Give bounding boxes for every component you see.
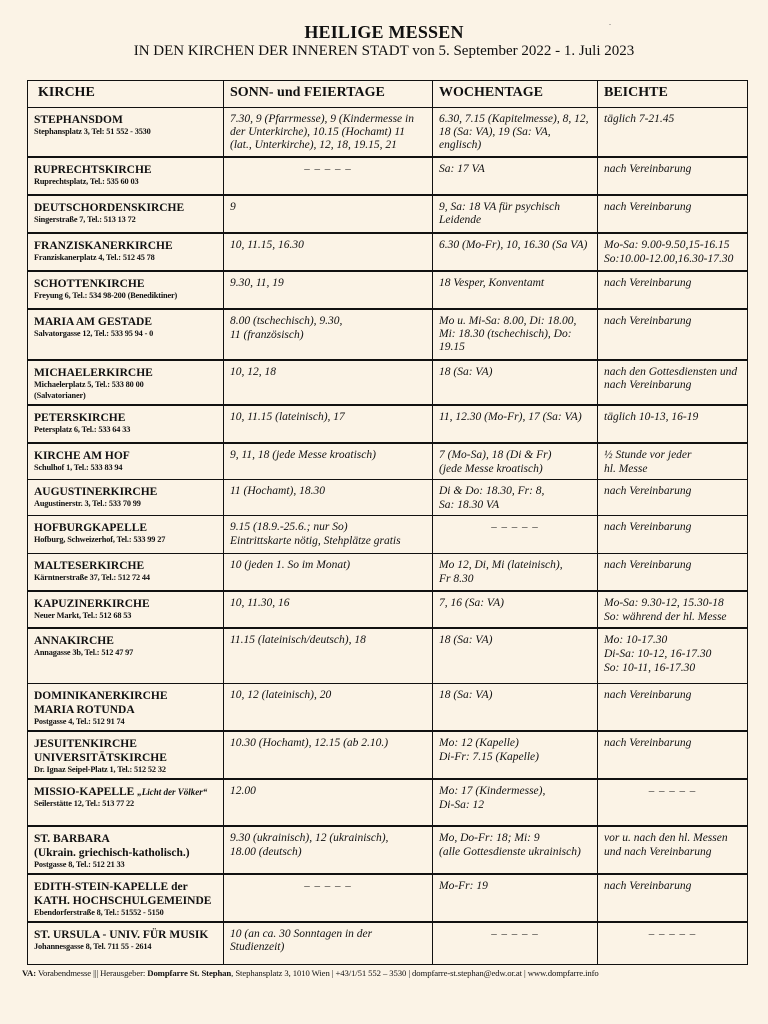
weekday-mass-times: 18 (Sa: VA): [439, 365, 493, 378]
weekday-mass-cell: [433, 731, 598, 779]
mass-schedule-table: [27, 80, 748, 965]
confession-times: Di-Sa: 10-12, 16-17.30: [604, 648, 712, 660]
church-name: [34, 522, 217, 534]
church-name-text: KIRCHE AM HOF: [34, 449, 130, 462]
confession-times: hl. Messe: [604, 462, 648, 475]
table-row: [28, 591, 748, 628]
weekday-mass-cell: [433, 360, 598, 405]
sunday-mass-cell: [224, 479, 433, 515]
church-name-text: DOMINIKANERKIRCHE: [34, 689, 168, 702]
weekday-mass-times: Sa: 18.30 VA: [439, 498, 500, 511]
church-name-text: MICHAELERKIRCHE: [34, 366, 153, 379]
sunday-mass-cell: [224, 553, 433, 591]
church-address: Franziskanerplatz 4, Tel.: 512 45 78: [34, 252, 155, 262]
confession-times: nach Vereinbarung: [604, 200, 692, 213]
column-header-church: KIRCHE: [28, 81, 224, 108]
church-address: Dr. Ignaz Seipel-Platz 1, Tel.: 512 52 32: [34, 765, 166, 774]
confession-times: nach Vereinbarung: [604, 520, 692, 533]
sunday-mass-cell: [224, 195, 433, 233]
table-row: [28, 515, 748, 553]
sunday-mass-cell: [224, 233, 433, 271]
confession-times: nach Vereinbarung: [604, 688, 692, 701]
church-name: [34, 114, 217, 126]
church-name: [34, 278, 217, 290]
table-row: [28, 108, 748, 157]
church-name: [34, 635, 217, 647]
church-name: [34, 738, 217, 750]
church-address: Salvatorgasse 12, Tel.: 533 95 94 - 0: [34, 328, 154, 338]
confession-cell: [598, 515, 748, 553]
weekday-mass-cell: [433, 195, 598, 233]
church-address: Neuer Markt, Tel.: 512 68 53: [34, 611, 132, 620]
weekday-mass-cell: [433, 628, 598, 683]
church-name-text: MALTESERKIRCHE: [34, 559, 145, 572]
column-header-sunday: SONN- und FEIERTAGE: [224, 81, 433, 108]
sunday-mass-cell: [224, 360, 433, 405]
confession-cell: [598, 157, 748, 195]
sunday-mass-times: 9.15 (18.9.-25.6.; nur So): [230, 520, 348, 533]
church-name-text: UNIVERSITÄTSKIRCHE: [34, 752, 167, 764]
sunday-mass-times: – – – – –: [304, 162, 352, 175]
stray-dot: .: [609, 18, 611, 27]
table-row: [28, 405, 748, 443]
weekday-mass-times: Sa: 17 VA: [439, 162, 485, 175]
weekday-mass-times: Mo, Do-Fr: 18; Mi: 9: [439, 832, 540, 844]
church-name-text: ST. BARBARA: [34, 833, 110, 845]
sunday-mass-cell: [224, 271, 433, 309]
confession-cell: [598, 195, 748, 233]
church-address: Schulhof 1, Tel.: 533 83 94: [34, 462, 123, 472]
table-row: [28, 360, 748, 405]
church-cell: [28, 233, 224, 271]
footer-contact: , Stephansplatz 3, 1010 Wien | +43/1/51 552 – 3530 | dompfarre-st.stephan@edw.or.at | www.dompfarre.info: [231, 968, 599, 978]
church-cell: [28, 683, 224, 731]
church-name-text: MARIA ROTUNDA: [34, 703, 135, 716]
church-name: [34, 450, 217, 462]
sunday-mass-times: 10.30 (Hochamt), 12.15 (ab 2.10.): [230, 737, 389, 749]
church-name-text: DEUTSCHORDENSKIRCHE: [34, 201, 185, 214]
church-name-text: ST. URSULA - UNIV. FÜR MUSIK: [34, 929, 209, 941]
table-row: [28, 628, 748, 683]
weekday-mass-times: Di-Fr: 7.15 (Kapelle): [439, 751, 539, 763]
table-row: [28, 683, 748, 731]
church-name-text: (Ukrain. griechisch-katholisch.): [34, 847, 190, 859]
weekday-mass-times: (jede Messe kroatisch): [439, 462, 543, 475]
column-header-confession: BEICHTE: [598, 81, 748, 108]
church-address: Hofburg, Schweizerhof, Tel.: 533 99 27: [34, 534, 166, 544]
table-row: [28, 922, 748, 964]
church-name-text: EDITH-STEIN-KAPELLE der: [34, 881, 188, 893]
weekday-mass-times: – – – – –: [491, 928, 539, 940]
church-cell: [28, 628, 224, 683]
sunday-mass-cell: [224, 443, 433, 480]
confession-times: Mo-Sa: 9.30-12, 15.30-18: [604, 597, 724, 609]
church-name-subtitle: „Licht der Völker“: [137, 787, 208, 797]
confession-cell: [598, 479, 748, 515]
sunday-mass-cell: [224, 826, 433, 874]
confession-cell: [598, 591, 748, 628]
church-address: Johannesgasse 8, Tel. 711 55 - 2614: [34, 942, 152, 951]
weekday-mass-cell: [433, 479, 598, 515]
weekday-mass-cell: [433, 405, 598, 443]
sunday-mass-times: 11 (Hochamt), 18.30: [230, 484, 325, 497]
confession-cell: [598, 779, 748, 826]
table-row: [28, 779, 748, 826]
weekday-mass-times: 6.30, 7.15 (Kapitelmesse), 8, 12, 18 (Sa: VA), 19 (Sa: VA, englisch): [439, 113, 589, 151]
church-cell: [28, 479, 224, 515]
weekday-mass-times: 18 Vesper, Konventamt: [439, 276, 545, 289]
confession-cell: [598, 683, 748, 731]
weekday-mass-cell: [433, 826, 598, 874]
church-cell: [28, 779, 224, 826]
confession-times: – – – – –: [648, 928, 697, 940]
weekday-mass-times: Mo 12, Di, Mi (lateinisch),: [439, 558, 563, 571]
church-name-text: PETERSKIRCHE: [34, 411, 126, 424]
weekday-mass-times: 7 (Mo-Sa), 18 (Di & Fr): [439, 448, 552, 461]
church-name-text: AUGUSTINERKIRCHE: [34, 485, 158, 498]
weekday-mass-cell: [433, 591, 598, 628]
weekday-mass-cell: [433, 443, 598, 480]
church-name-text: JESUITENKIRCHE: [34, 738, 137, 750]
weekday-mass-cell: [433, 157, 598, 195]
church-cell: [28, 157, 224, 195]
confession-cell: [598, 922, 748, 964]
church-name: [34, 847, 217, 859]
weekday-mass-times: Fr 8.30: [439, 572, 474, 585]
confession-times: So: während der hl. Messe: [604, 611, 727, 623]
church-name: [34, 367, 217, 379]
confession-times: vor u. nach den hl. Messen: [604, 832, 728, 844]
church-address: Ruprechtsplatz, Tel.: 535 60 03: [34, 176, 139, 186]
church-name: [34, 486, 217, 498]
sunday-mass-cell: [224, 108, 433, 157]
weekday-mass-cell: [433, 553, 598, 591]
confession-cell: [598, 826, 748, 874]
church-cell: [28, 271, 224, 309]
weekday-mass-times: 9, Sa: 18 VA für psychisch Leidende: [439, 200, 560, 226]
sunday-mass-times: 10, 11.30, 16: [230, 597, 290, 609]
weekday-mass-cell: [433, 779, 598, 826]
sunday-mass-times: 9.30 (ukrainisch), 12 (ukrainisch),: [230, 832, 389, 844]
sunday-mass-cell: [224, 922, 433, 964]
confession-times: So:10.00-12.00,16.30-17.30: [604, 252, 734, 265]
weekday-mass-cell: [433, 922, 598, 964]
weekday-mass-cell: [433, 233, 598, 271]
table-row: [28, 309, 748, 360]
confession-cell: [598, 874, 748, 922]
church-cell: [28, 360, 224, 405]
church-address: Petersplatz 6, Tel.: 533 64 33: [34, 424, 131, 434]
sunday-mass-cell: [224, 683, 433, 731]
confession-times: So: 10-11, 16-17.30: [604, 662, 696, 674]
table-row: [28, 443, 748, 480]
weekday-mass-cell: [433, 108, 598, 157]
sunday-mass-times: 9: [230, 200, 236, 213]
church-name-text: HOFBURGKAPELLE: [34, 521, 148, 534]
church-cell: [28, 591, 224, 628]
sunday-mass-times: 10, 11.15, 16.30: [230, 238, 304, 251]
church-cell: [28, 553, 224, 591]
church-name: [34, 316, 217, 328]
church-cell: [28, 443, 224, 480]
confession-times: nach Vereinbarung: [604, 276, 692, 289]
sunday-mass-times: 8.00 (tschechisch), 9.30,: [230, 314, 343, 327]
church-name-text: FRANZISKANERKIRCHE: [34, 239, 173, 252]
church-name: [34, 690, 217, 702]
church-address: Postgasse 4, Tel.: 512 91 74: [34, 716, 125, 726]
table-row: [28, 271, 748, 309]
church-address: Kärntnerstraße 37, Tel.: 512 72 44: [34, 572, 150, 582]
church-name-text: SCHOTTENKIRCHE: [34, 277, 145, 290]
column-header-weekday: WOCHENTAGE: [433, 81, 598, 108]
confession-times: täglich 10-13, 16-19: [604, 410, 699, 423]
church-cell: [28, 405, 224, 443]
sunday-mass-cell: [224, 779, 433, 826]
church-name: [34, 895, 217, 907]
sunday-mass-times: – – – – –: [304, 880, 352, 892]
confession-cell: [598, 405, 748, 443]
weekday-mass-times: 18 (Sa: VA): [439, 688, 493, 701]
church-cell: [28, 515, 224, 553]
church-cell: [28, 731, 224, 779]
sunday-mass-cell: [224, 874, 433, 922]
church-name-text: MARIA AM GESTADE: [34, 315, 152, 328]
weekday-mass-times: Mo-Fr: 19: [439, 880, 488, 892]
church-name: [34, 202, 217, 214]
confession-times: nach Vereinbarung: [604, 484, 692, 497]
weekday-mass-times: (alle Gottesdienste ukrainisch): [439, 846, 581, 858]
church-name: [34, 752, 217, 764]
church-cell: [28, 874, 224, 922]
table-body: [28, 108, 748, 965]
sunday-mass-cell: [224, 309, 433, 360]
confession-cell: [598, 108, 748, 157]
confession-times: – – – – –: [648, 785, 697, 797]
church-name-text: ANNAKIRCHE: [34, 635, 114, 647]
table-header-row: [28, 81, 748, 108]
weekday-mass-times: 7, 16 (Sa: VA): [439, 597, 504, 609]
weekday-mass-times: Mo: 17 (Kindermesse),: [439, 785, 546, 797]
table-row: [28, 195, 748, 233]
sunday-mass-cell: [224, 157, 433, 195]
sunday-mass-times: 12.00: [230, 785, 256, 797]
weekday-mass-times: 18 (Sa: VA): [439, 634, 493, 646]
church-cell: [28, 826, 224, 874]
confession-times: nach Vereinbarung: [604, 558, 692, 571]
church-address: Annagasse 3b, Tel.: 512 47 97: [34, 648, 134, 657]
confession-times: ½ Stunde vor jeder: [604, 448, 692, 461]
table-row: [28, 553, 748, 591]
confession-times: und nach Vereinbarung: [604, 846, 712, 858]
page-title: HEILIGE MESSEN: [304, 22, 464, 42]
sunday-mass-cell: [224, 731, 433, 779]
church-name: [34, 164, 217, 176]
weekday-mass-times: Di & Do: 18.30, Fr: 8,: [439, 484, 545, 497]
footer-abbr: VA:: [22, 968, 37, 978]
page-subtitle: IN DEN KIRCHEN DER INNEREN STADT von 5. September 2022 - 1. Juli 2023: [133, 43, 635, 59]
sunday-mass-times: 9, 11, 18 (jede Messe kroatisch): [230, 448, 376, 461]
confession-times: Mo-Sa: 9.00-9.50,15-16.15: [604, 238, 730, 251]
sunday-mass-times: 10, 12, 18: [230, 365, 276, 378]
church-cell: [28, 108, 224, 157]
table-row: [28, 157, 748, 195]
church-address: Michaelerplatz 5, Tel.: 533 80 00: [34, 379, 144, 389]
weekday-mass-cell: [433, 515, 598, 553]
footer-publisher: Dompfarre St. Stephan: [147, 968, 232, 978]
confession-times: nach Vereinbarung: [604, 162, 692, 175]
church-name-text: MISSIO-KAPELLE: [34, 786, 135, 798]
church-name: [34, 412, 217, 424]
church-name: [34, 598, 217, 610]
church-cell: [28, 922, 224, 964]
church-address: Singerstraße 7, Tel.: 513 13 72: [34, 214, 136, 224]
sunday-mass-times: 11.15 (lateinisch/deutsch), 18: [230, 634, 366, 646]
church-address: Augustinerstr. 3, Tel.: 533 70 99: [34, 498, 141, 508]
table-row: [28, 731, 748, 779]
confession-cell: [598, 628, 748, 683]
sunday-mass-cell: [224, 405, 433, 443]
sunday-mass-times: 10, 12 (lateinisch), 20: [230, 688, 332, 701]
church-name: [34, 240, 217, 252]
table-row: [28, 826, 748, 874]
sunday-mass-cell: [224, 591, 433, 628]
confession-times: nach Vereinbarung: [604, 737, 692, 749]
sunday-mass-times: 10, 11.15 (lateinisch), 17: [230, 410, 345, 423]
sunday-mass-cell: [224, 515, 433, 553]
weekday-mass-cell: [433, 309, 598, 360]
table-row: [28, 479, 748, 515]
church-name: [34, 704, 217, 716]
page-header: [0, 22, 768, 60]
church-address: Freyung 6, Tel.: 534 98-200 (Benediktiner): [34, 290, 178, 300]
weekday-mass-times: Mo: 12 (Kapelle): [439, 737, 519, 749]
footer: [22, 968, 762, 978]
weekday-mass-times: Di-Sa: 12: [439, 799, 485, 811]
confession-cell: [598, 731, 748, 779]
weekday-mass-times: 6.30 (Mo-Fr), 10, 16.30 (Sa VA): [439, 238, 588, 251]
confession-cell: [598, 553, 748, 591]
sunday-mass-times: 10 (jeden 1. So im Monat): [230, 558, 351, 571]
church-name-text: RUPRECHTSKIRCHE: [34, 163, 152, 176]
church-name-text: KATH. HOCHSCHULGEMEINDE: [34, 895, 212, 907]
table-row: [28, 874, 748, 922]
sunday-mass-times: 11 (französisch): [230, 328, 304, 341]
sunday-mass-times: Eintrittskarte nötig, Stehplätze gratis: [230, 534, 401, 547]
confession-cell: [598, 233, 748, 271]
confession-times: nach Vereinbarung: [604, 314, 692, 327]
weekday-mass-times: – – – – –: [491, 520, 539, 533]
weekday-mass-times: Mo u. Mi-Sa: 8.00, Di: 18.00, Mi: 18.30 (tschechisch), Do: 19.15: [439, 314, 577, 353]
footer-abbr-text: Vorabendmesse ||| Herausgeber:: [36, 968, 148, 978]
weekday-mass-cell: [433, 874, 598, 922]
church-address: Ebendorferstraße 8, Tel.: 51552 - 5150: [34, 908, 164, 917]
church-cell: [28, 309, 224, 360]
church-address: (Salvatorianer): [34, 390, 86, 400]
church-address: Postgasse 8, Tel.: 512 21 33: [34, 860, 125, 869]
sunday-mass-times: 10 (an ca. 30 Sonntagen in der Studienzeit): [230, 928, 373, 953]
sunday-mass-times: 9.30, 11, 19: [230, 276, 284, 289]
church-name: [34, 833, 217, 845]
church-name: [34, 881, 217, 893]
church-cell: [28, 195, 224, 233]
church-name: [34, 786, 217, 798]
church-name-text: KAPUZINERKIRCHE: [34, 598, 150, 610]
church-address: Seilerstätte 12, Tel.: 513 77 22: [34, 799, 135, 808]
church-name-text: STEPHANSDOM: [34, 114, 123, 126]
sunday-mass-cell: [224, 628, 433, 683]
sunday-mass-times: 7.30, 9 (Pfarrmesse), 9 (Kindermesse in der Unterkirche), 10.15 (Hochamt) 11 (lat., Unterkirche), 12, 18, 19.15, 21: [230, 113, 414, 151]
confession-cell: [598, 309, 748, 360]
confession-times: nach den Gottesdiensten und nach Vereinbarung: [604, 365, 738, 391]
church-name: [34, 560, 217, 572]
confession-cell: [598, 443, 748, 480]
church-address: Stephansplatz 3, Tel: 51 552 - 3530: [34, 127, 151, 136]
confession-cell: [598, 360, 748, 405]
confession-cell: [598, 271, 748, 309]
weekday-mass-cell: [433, 683, 598, 731]
weekday-mass-times: 11, 12.30 (Mo-Fr), 17 (Sa: VA): [439, 410, 582, 423]
confession-times: Mo: 10-17.30: [604, 634, 668, 646]
confession-times: nach Vereinbarung: [604, 880, 692, 892]
confession-times: täglich 7-21.45: [604, 113, 675, 125]
weekday-mass-cell: [433, 271, 598, 309]
sunday-mass-times: 18.00 (deutsch): [230, 846, 302, 858]
church-name: [34, 929, 217, 941]
table-row: [28, 233, 748, 271]
